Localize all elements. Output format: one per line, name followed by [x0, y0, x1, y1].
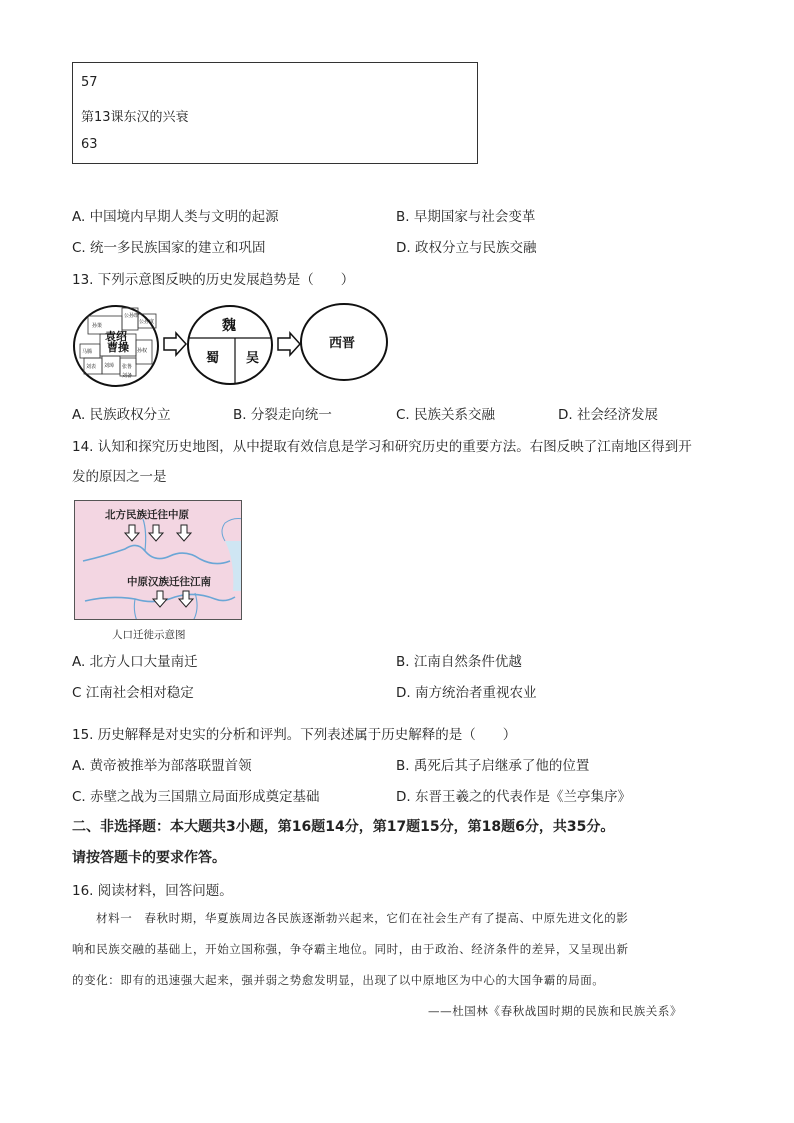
map-caption: 人口迁徙示意图 [112, 629, 186, 641]
diagram-label: 魏 [222, 318, 236, 334]
diagram-label: 吴 [246, 351, 260, 366]
diagram-label: 公孙度 [139, 319, 155, 325]
q13-stem: 13. 下列示意图反映的历史发展趋势是（ ） [72, 272, 355, 288]
q15-option-b: B. 禹死后其子启继承了他的位置 [396, 758, 590, 774]
q14-option-a: A. 北方人口大量南迁 [72, 654, 198, 670]
diagram-label: 刘备 [122, 373, 133, 379]
q14-stem-line1: 14. 认知和探究历史地图，从中提取有效信息是学习和研究历史的重要方法。右图反映了江南地区得到开 [72, 439, 692, 455]
diagram-label: 张鲁 [122, 364, 133, 370]
toc-row-page: 57 [81, 75, 98, 90]
material-line: 的变化：即有的迅速强大起来，强并弱之势愈发明显，出现了以中原地区为中心的大国争霸的局面。 [72, 973, 605, 987]
q14-option-d: D. 南方统治者重视农业 [396, 685, 537, 701]
map-label-north: 北方民族迁往中原 [105, 509, 189, 521]
arrow-icon [278, 333, 300, 355]
material-source: ——杜国林《春秋战国时期的民族和民族关系》 [428, 1004, 683, 1018]
toc-row-lesson: 第13课东汉的兴衰 [81, 110, 189, 125]
map-label-south: 中原汉族迁往江南 [127, 576, 211, 588]
q12-option-c: C. 统一多民族国家的建立和巩固 [72, 240, 266, 256]
q13-option-c: C. 民族关系交融 [396, 407, 496, 423]
q15-stem: 15. 历史解释是对史实的分析和评判。下列表述属于历史解释的是（ ） [72, 727, 517, 743]
section-instruction: 请按答题卡的要求作答。 [72, 850, 226, 866]
q13-diagram [72, 300, 392, 390]
material-line: 响和民族交融的基础上，开始立国称强，争夺霸主地位。同时，由于政治、经济条件的差异，又呈现出新 [72, 942, 629, 956]
diagram-label: 曹操 [107, 341, 129, 354]
diagram-label: 袁绍 [105, 330, 127, 343]
q14-option-b: B. 江南自然条件优越 [396, 654, 522, 670]
q13-option-a: A. 民族政权分立 [72, 407, 171, 423]
toc-table [72, 62, 478, 164]
q15-option-d: D. 东晋王羲之的代表作是《兰亭集序》 [396, 789, 631, 805]
q12-option-d: D. 政权分立与民族交融 [396, 240, 537, 256]
q16-stem: 16. 阅读材料，回答问题。 [72, 883, 233, 899]
q15-option-c: C. 赤壁之战为三国鼎立局面形成奠定基础 [72, 789, 320, 805]
diagram-label: 孙权 [137, 348, 148, 354]
diagram-label: 蜀 [206, 351, 220, 366]
migration-map [74, 500, 242, 620]
q14-stem-line2: 发的原因之一是 [72, 469, 167, 485]
q12-option-a: A. 中国境内早期人类与文明的起源 [72, 209, 279, 225]
diagram-label: 刘表 [86, 364, 97, 370]
q13-option-d: D. 社会经济发展 [558, 407, 658, 423]
q12-option-b: B. 早期国家与社会变革 [396, 209, 536, 225]
q15-option-a: A. 黄帝被推举为部落联盟首领 [72, 758, 252, 774]
section-heading: 二、非选择题：本大题共3小题，第16题14分，第17题15分，第18题6分，共35分。 [72, 819, 615, 835]
q13-option-b: B. 分裂走向统一 [233, 407, 332, 423]
diagram-label: 公孙瓒 [124, 313, 140, 319]
toc-row-page: 63 [81, 137, 98, 152]
q14-option-c: C 江南社会相对稳定 [72, 685, 194, 701]
diagram-label: 孙策 [92, 323, 103, 329]
diagram-label: 西晋 [329, 336, 356, 351]
material-line: 材料一 春秋时期，华夏族周边各民族逐渐勃兴起来，它们在社会生产有了提高、中原先进文化的影 [96, 911, 629, 925]
diagram-label: 马腾 [82, 349, 93, 355]
arrow-icon [164, 333, 186, 355]
diagram-label: 刘璋 [104, 363, 115, 369]
